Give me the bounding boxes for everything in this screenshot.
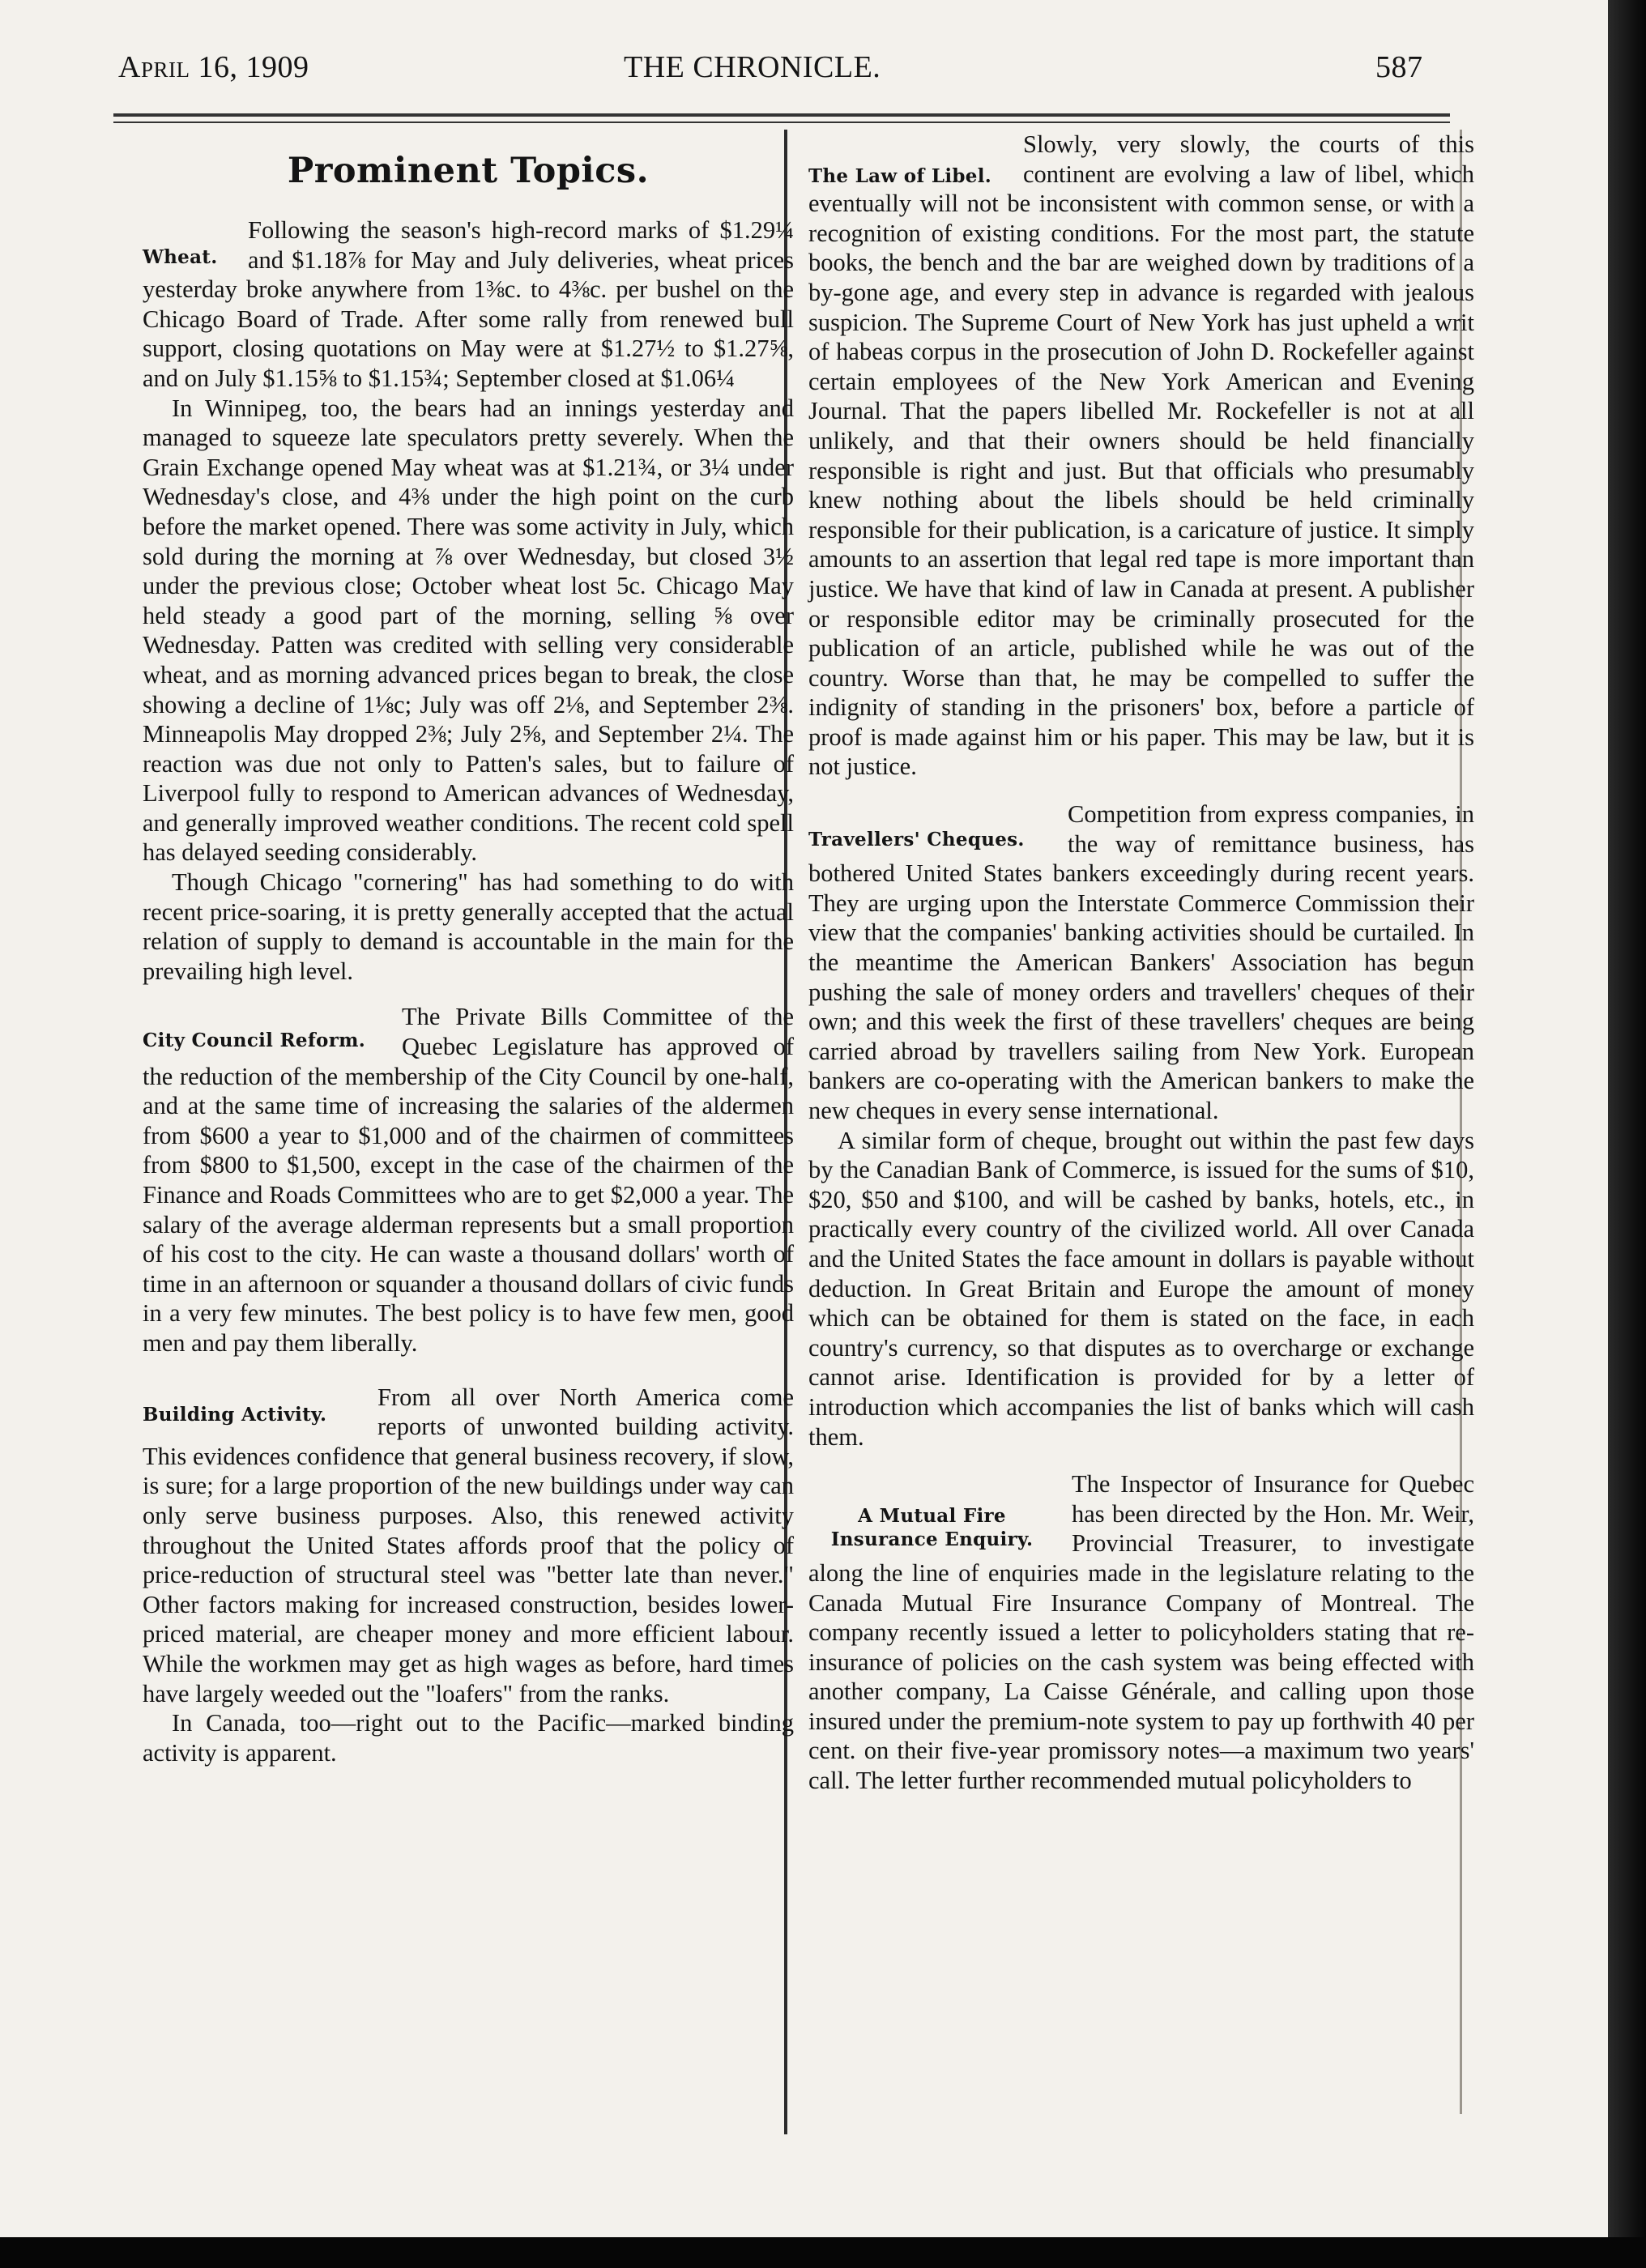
right-column <box>808 130 1474 1812</box>
side-heading-mutual-fire <box>808 1469 1055 1552</box>
page-number: 587 <box>1375 50 1423 84</box>
article-paragraph: Though Chicago "cornering" has had something to do with recent price-soaring, it is pretty generally accepted that the actual relation of supply to demand is accountable in the main for the prevailing high level. <box>143 868 794 985</box>
header-rule-thin <box>113 122 1450 123</box>
article-paragraph: Slowly, very slowly, the courts of this continent are evolving a law of libel, which eventually will not be inconsistent with common sense, or with a recognition of existing conditions. For the most part, the statute books, the bench and the bar are weighed down by traditions of a by-gone age, and every step in advance is regarded with jealous suspicion. The Supreme Court of New York has just upheld a writ of habeas corpus in the prosecution of John D. Rockefeller against certain employees of the New York American and Evening Journal. That the papers libelled Mr. Rockefeller is not at all unlikely, and that their owners should be held financially responsible is right and just. But that officials who presumably knew nothing about the libels should be held criminally responsible for their publication, is a caricature of justice. It simply amounts to an assertion that legal red tape is more important than justice. We have that kind of law in Canada at present. A publisher or responsible editor may be criminally prosecuted for the publication of an article, published while he was out of the country. Worse than that, he may be compelled to suffer the indignity of standing in the prisoners' box, before a particle of proof is made against him or his paper. This may be law, but it is not justice. <box>808 130 1474 781</box>
scan-shadow-bottom <box>0 2237 1646 2268</box>
article-paragraph: A similar form of cheque, brought out within the past few days by the Canadian Bank of Commerce, is issued for the sums of $10, $20, $50 and $100, and will be cashed by banks, hotels, etc., in practically every country of the civilized world. All over Canada and the United States the face amount in dollars is payable without deduction. In Great Britain and Europe the amount of money which can be obtained for them is stated on the face, in each country's currency, so that disputes as to overcharge or exchange cannot arise. Identification is provided for by a letter of introduction which accompanies the list of banks which will cash them. <box>808 1126 1474 1451</box>
header-rule <box>113 113 1450 117</box>
side-heading-line: Travellers' Cheques. <box>808 829 1025 851</box>
article-wheat <box>143 215 794 986</box>
article-paragraph: In Winnipeg, too, the bears had an innings yesterday and managed to squeeze late speculators pretty severely. When the Grain Exchange opened May wheat was at $1.21¾, or 3¼ under Wednesday's close, and 4⅜ under the high point on the curb before the market opened. There was some activity in July, which sold during the morning at ⅞ over Wednesday, but closed 3½ under the previous close; October wheat lost 5c. Chicago May held steady a good part of the morning, selling ⅝ over Wednesday. Patten was credited with selling very considerable wheat, and as morning advanced prices began to break, the close showing a decline of 1⅛c; July was off 2⅛, and September 2⅜. Minneapolis May dropped 2⅜; July 2⅝, and September 2¼. The reaction was due not only to Patten's sales, but to failure of Liverpool fully to respond to American advances of Wednesday, and generally improved weather conditions. The recent cold spell has delayed seeding considerably. <box>143 394 794 867</box>
side-heading-line: Wheat. <box>143 246 218 268</box>
side-heading-libel <box>808 130 1007 189</box>
article-paragraph: From all over North America come reports of unwonted building activity. This evidences confidence that general business recovery, if slow, is sure; for a large proportion of the new buildings under way can only serve business purposes. Also, this renewed activity throughout the United States affords proof that the policy of price-reduction of structural steel was "better late than never." Other factors making for increased construction, besides lower-priced material, are cheaper money and more efficient labour. While the workmen may get as high wages as before, hard times have largely weeded out the "loafers" from the ranks. <box>143 1383 794 1707</box>
article-city-council-reform <box>143 1002 794 1358</box>
article-travellers-cheques <box>808 799 1474 1452</box>
scan-shadow-right <box>1608 0 1646 2268</box>
header-title: THE CHRONICLE. <box>624 50 881 84</box>
header-date: April 16, 1909 <box>118 50 309 84</box>
article-paragraph: The Inspector of Insurance for Quebec has been directed by the Hon. Mr. Weir, Provincial Treasurer, to investigate along the line of enquiries made in the legislature relating to the Canada Mutual Fire Insurance Company of Montreal. The company recently issued a letter to policyholders stating that re-insurance of policies on the cash system was being effected with another company, La Caisse Générale, and calling upon those insured under the premium-note system to pay up forthwith 40 per cent. on their five-year promissory notes—a maximum two years' call. The letter further recommended mutual policyholders to <box>808 1470 1474 1795</box>
article-law-of-libel <box>808 130 1474 782</box>
article-paragraph: Following the season's high-record marks of $1.29¼ and $1.18⅞ for May and July deliveries, wheat prices yesterday broke anywhere from 1⅜c. to 4⅜c. per bushel on the Chicago Board of Trade. After some rally from renewed bull support, closing quotations on May were at $1.27½ to $1.27⅝, and on July $1.15⅝ to $1.15¾; September closed at $1.06¼ <box>143 216 794 392</box>
side-heading-line: City Council Reform. <box>143 1030 366 1052</box>
side-heading-line: The Law of Libel. <box>808 165 992 187</box>
side-heading-building <box>143 1383 361 1427</box>
side-heading-line: Building Activity. <box>143 1403 327 1426</box>
side-heading-line: Insurance Enquiry. <box>830 1528 1034 1550</box>
article-paragraph: The Private Bills Committee of the Quebec Legislature has approved of the reduction of the membership of the City Council by one-half, and at the same time of increasing the salaries of the aldermen from $600 a year to $1,000 and of the chairmen of committees from $800 to $1,500, except in the case of the chairmen of the Finance and Roads Committees who are to get $2,000 a year. The salary of the average alderman represents but a small proportion of his cost to the city. He can waste a thousand dollars' worth of time in an afternoon or squander a thousand dollars of civic funds in a very few minutes. The best policy is to have few men, good men and pay them liberally. <box>143 1003 794 1357</box>
side-heading-city-council <box>143 1002 386 1053</box>
left-column <box>143 130 794 1784</box>
article-building-activity <box>143 1383 794 1768</box>
side-heading-line: A Mutual Fire <box>858 1505 1006 1528</box>
article-paragraph: Competition from express companies, in the way of remittance business, has bothered United States bankers exceedingly during recent years. They are urging upon the Interstate Commerce Commission their view that the companies' banking activities should be curtailed. In the meantime the American Bankers' Association has begun pushing the sale of money orders and travellers' cheques of their own; and this week the first of these travellers' cheques are being carried abroad by travellers sailing from New York. European bankers are co-operating with the American bankers to make the new cheques in every sense international. <box>808 800 1474 1124</box>
side-heading-wheat <box>143 215 232 270</box>
side-heading-travellers <box>808 799 1051 852</box>
section-heading: Prominent Topics. <box>287 151 650 191</box>
article-paragraph: In Canada, too—right out to the Pacific—marked binding activity is apparent. <box>143 1709 794 1767</box>
article-mutual-fire-insurance <box>808 1469 1474 1796</box>
